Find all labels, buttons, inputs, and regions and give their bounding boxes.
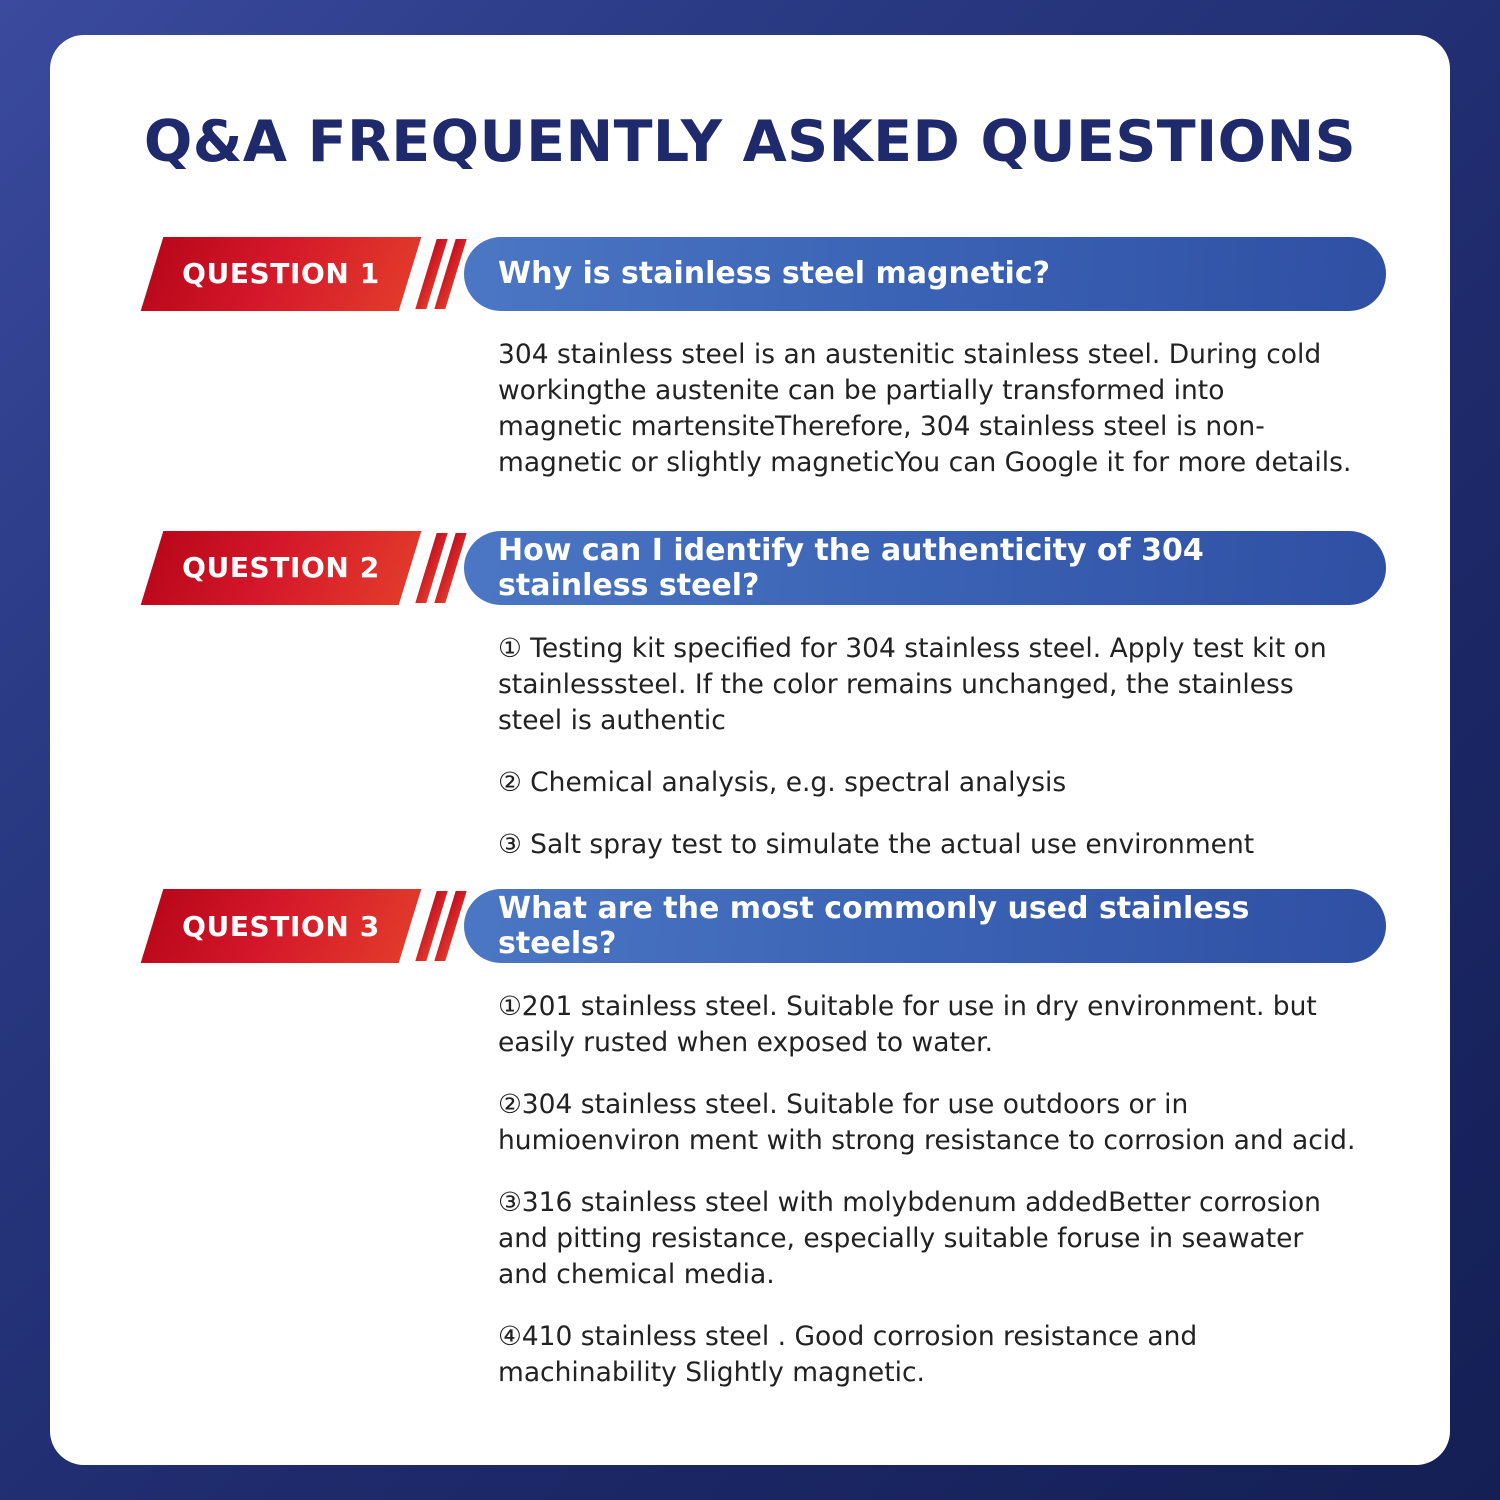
- faq-question-row-1[interactable]: [114, 237, 1386, 311]
- answer-2: [464, 631, 1386, 863]
- answer-paragraph: ① Testing kit specified for 304 stainless steel. Apply test kit on stainlesssteel. If the color remains unchanged, the stainless steel is authentic: [498, 632, 1327, 737]
- faq-item-2: [114, 531, 1386, 863]
- question-title-3: What are the most commonly used stainless steels?: [464, 889, 1386, 963]
- faq-question-row-3[interactable]: [114, 889, 1386, 963]
- answer-paragraph: ③316 stainless steel with molybdenum addedBetter corrosion and pitting resistance, especially suitable foruse in seawater and chemical media.: [498, 1187, 1321, 1291]
- question-tag-label-2: QUESTION 2: [182, 551, 380, 585]
- answer-paragraph: ② Chemical analysis, e.g. spectral analysis: [498, 767, 1067, 799]
- question-tag-label-1: QUESTION 1: [182, 257, 380, 291]
- answer-paragraph: ④410 stainless steel . Good corrosion resistance and machinability Slightly magnetic.: [498, 1321, 1198, 1389]
- answer-3: [464, 989, 1386, 1391]
- answer-paragraph: 304 stainless steel is an austenitic stainless steel. During cold workingthe austenite can be partially transformed into magnetic martensiteTherefore, 304 stainless steel is non-magnetic or slightly magneticYou can Google it for more details.: [498, 338, 1352, 478]
- page-title: Q&A FREQUENTLY ASKED QUESTIONS: [143, 109, 1357, 175]
- question-tag-3: [114, 889, 464, 963]
- faq-card: [50, 35, 1450, 1465]
- answer-paragraph: ③ Salt spray test to simulate the actual use environment: [498, 829, 1255, 861]
- question-title-1: Why is stainless steel magnetic?: [464, 237, 1386, 311]
- answer-1: [464, 337, 1386, 481]
- question-tag-1: [114, 237, 464, 311]
- faq-item-1: [114, 237, 1386, 481]
- faq-question-row-2[interactable]: [114, 531, 1386, 605]
- answer-paragraph: ②304 stainless steel. Suitable for use outdoors or in humioenviron ment with strong resistance to corrosion and acid.: [498, 1089, 1356, 1157]
- question-tag-2: [114, 531, 464, 605]
- faq-item-3: [114, 889, 1386, 1391]
- question-title-2: How can I identify the authenticity of 304 stainless steel?: [464, 531, 1386, 605]
- answer-paragraph: ①201 stainless steel. Suitable for use in dry environment. but easily rusted when exposed to water.: [498, 991, 1317, 1059]
- question-tag-label-3: QUESTION 3: [182, 909, 380, 943]
